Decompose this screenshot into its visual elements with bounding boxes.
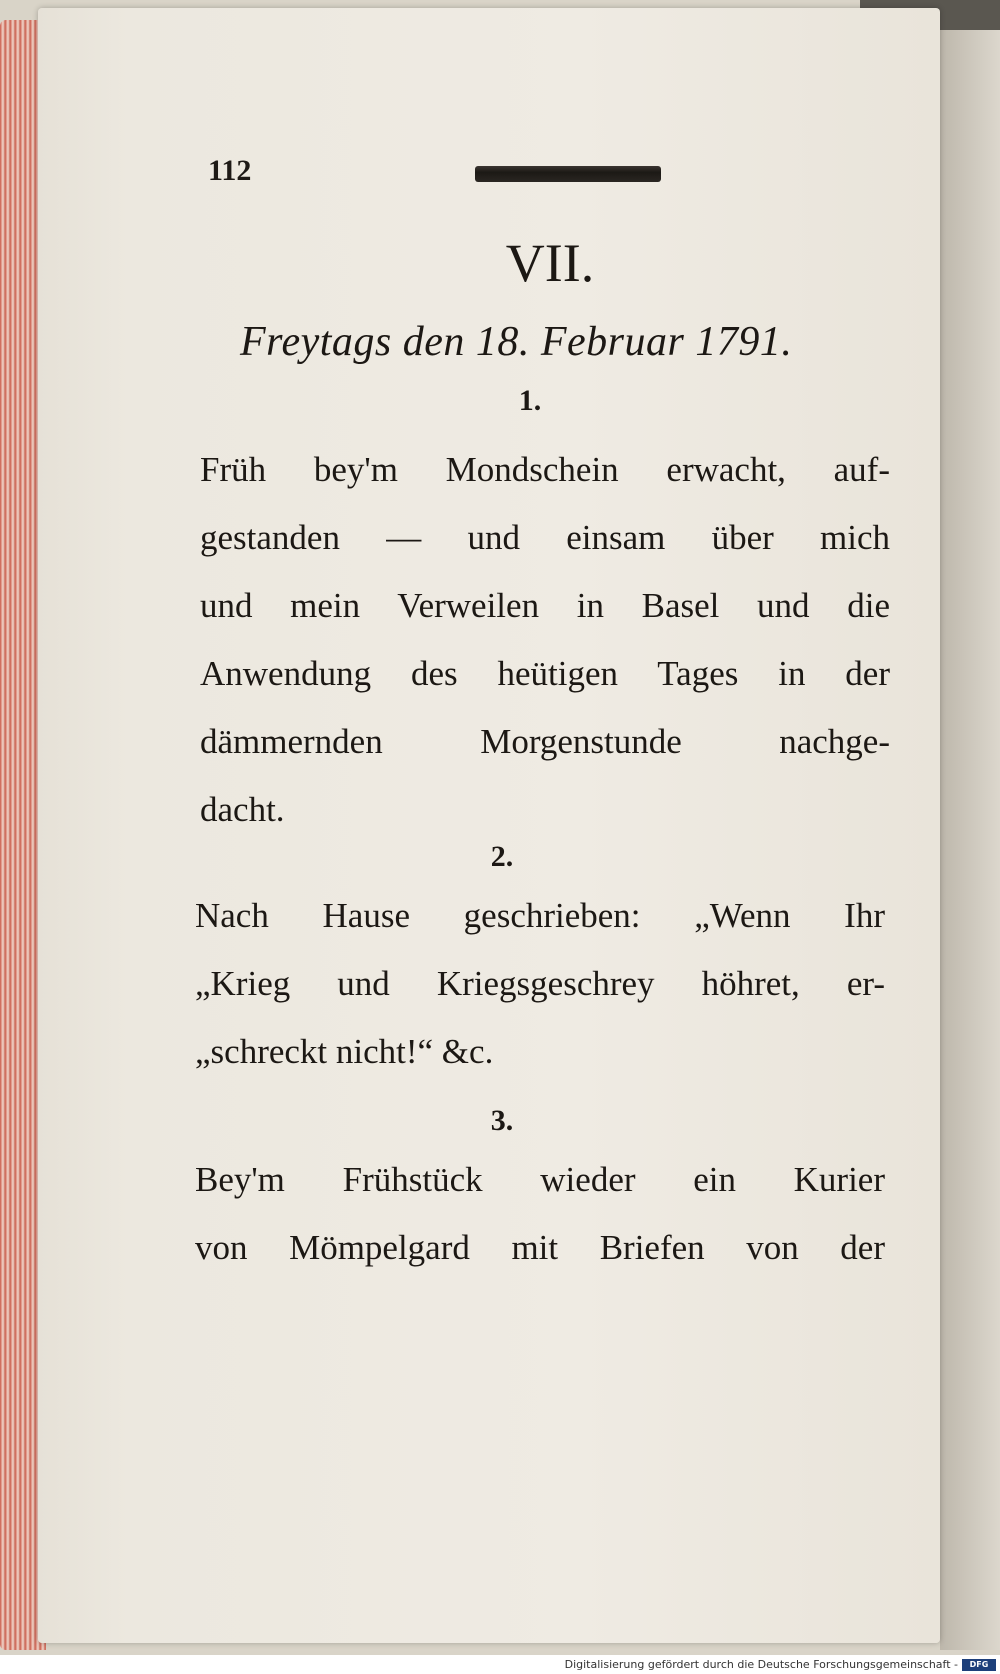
header-rule	[475, 166, 661, 182]
paragraph-line: Anwendung des heütigen Tages in der	[200, 654, 890, 693]
paragraph-3	[195, 1146, 885, 1282]
paragraph-line: „schreckt nicht!“ &c.	[195, 1032, 494, 1071]
section-number-2: 2.	[490, 840, 514, 873]
chapter-heading: VII.	[505, 233, 595, 293]
paragraph-1	[200, 436, 890, 844]
paragraph-line: Früh bey'm Mondschein erwacht, auf-	[200, 450, 890, 489]
paragraph-line: und mein Verweilen in Basel und die	[200, 586, 890, 625]
date-heading: Freytags den 18. Februar 1791.	[240, 319, 793, 365]
scan-credit-footer	[0, 1656, 1000, 1674]
paragraph-line: Bey'm Frühstück wieder ein Kurier	[195, 1160, 885, 1199]
paragraph-line: von Mömpelgard mit Briefen von der	[195, 1228, 885, 1267]
paragraph-line: Nach Hause geschrieben: „Wenn Ihr	[195, 896, 885, 935]
dfg-logo: DFG	[962, 1659, 996, 1671]
paragraph-line: „Krieg und Kriegsgeschrey höhret, er-	[195, 964, 885, 1003]
paragraph-2	[195, 882, 885, 1086]
page-number: 112	[208, 154, 252, 187]
funding-credit: Digitalisierung gefördert durch die Deutsche Forschungsgemeinschaft -	[564, 1658, 958, 1671]
paragraph-line: dämmernden Morgenstunde nachge-	[200, 722, 890, 761]
section-number-3: 3.	[490, 1104, 514, 1137]
section-number-1: 1.	[518, 384, 542, 417]
paragraph-line: gestanden — und einsam über mich	[200, 518, 890, 557]
paragraph-line: dacht.	[200, 790, 285, 829]
facing-page	[940, 30, 1000, 1650]
